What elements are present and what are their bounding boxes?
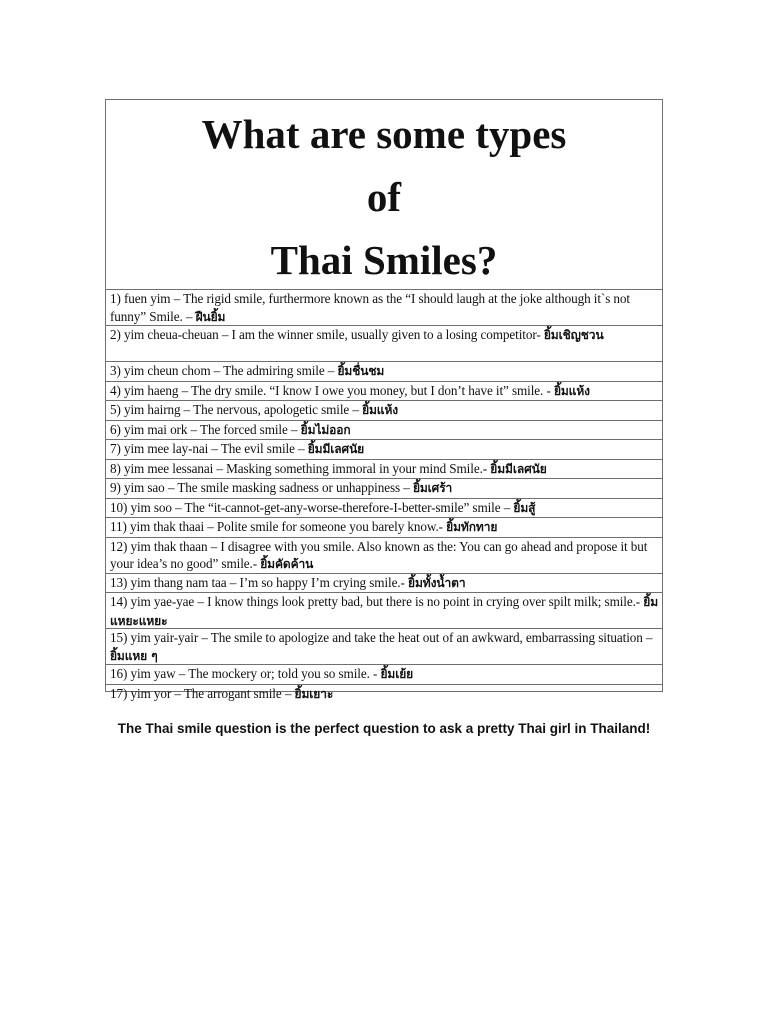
- item-thai: ยิ้มเชิญชวน: [543, 328, 604, 342]
- list-item: [106, 665, 662, 685]
- list-item: [106, 479, 662, 499]
- item-text: 5) yim hairng – The nervous, apologetic smile –: [110, 402, 363, 417]
- title-cell: [106, 100, 662, 290]
- item-thai: ยิ้มแห้ง: [553, 383, 590, 398]
- list-item: [106, 499, 662, 519]
- item-thai: ยิ้มเย้ย: [380, 667, 414, 681]
- list-item: [106, 574, 662, 594]
- list-item: [106, 401, 662, 421]
- item-thai: ยิ้มเยาะ: [294, 686, 334, 701]
- list-item: [106, 440, 662, 460]
- item-thai: ยิ้มแหย ๆ: [110, 648, 158, 663]
- item-thai: ยิ้มเศร้า: [412, 481, 453, 495]
- item-thai: ยิ้มแห้ง: [362, 403, 399, 417]
- list-item: [106, 290, 662, 326]
- item-text: 3) yim cheun chom – The admiring smile –: [110, 363, 338, 378]
- list-item: [106, 326, 662, 362]
- item-thai: ยิ้มแหยะแหยะ: [110, 595, 659, 628]
- list-item: [106, 629, 662, 665]
- item-thai: ยิ้มมีเลศนัย: [490, 461, 547, 476]
- title-line-3: Thai Smiles?: [270, 237, 498, 283]
- item-thai: ยิ้มชื่นชม: [337, 364, 385, 378]
- page-caption: The Thai smile question is the perfect question to ask a pretty Thai girl in Thailand!: [117, 721, 651, 736]
- item-thai: ยิ้มสู้: [513, 500, 536, 515]
- item-text: 1) fuen yim – The rigid smile, furthermore known as the “I should laugh at the joke although it`s not funny” Smile. –: [110, 291, 630, 324]
- smiles-table: [105, 99, 663, 701]
- list-item: [106, 382, 662, 402]
- list-item: [106, 593, 662, 629]
- title-line-2: of: [366, 174, 402, 220]
- list-item: [106, 538, 662, 574]
- item-thai: ยิ้มคัดค้าน: [260, 557, 314, 571]
- item-text: 15) yim yair-yair – The smile to apologize and take the heat out of an awkward, embarrassing situation –: [110, 630, 653, 645]
- item-text: 4) yim haeng – The dry smile. “I know I owe you money, but I don’t have it” smile. -: [110, 382, 554, 398]
- list-item: [106, 421, 662, 441]
- item-text: 13) yim thang nam taa – I’m so happy I’m crying smile.-: [110, 574, 409, 590]
- item-text: 11) yim thak thaai – Polite smile for someone you barely know.-: [110, 519, 447, 534]
- item-text: 7) yim mee lay-nai – The evil smile –: [110, 441, 308, 456]
- item-text: 16) yim yaw – The mockery or; told you so smile. -: [110, 666, 381, 681]
- item-thai: ยิ้มมีเลศนัย: [307, 442, 365, 456]
- item-text: 9) yim sao – The smile masking sadness or unhappiness –: [110, 480, 413, 495]
- item-text: 10) yim soo – The “it-cannot-get-any-worse-therefore-I-better-smile” smile –: [110, 499, 514, 515]
- item-text: 14) yim yae-yae – I know things look pretty bad, but there is no point in crying over spilt milk; smile.-: [110, 594, 644, 609]
- item-thai: ยิ้มทั้งน้ำตา: [408, 575, 466, 590]
- item-thai: ยิ้มทักทาย: [446, 520, 498, 534]
- item-thai: ฝืนยิ้ม: [195, 309, 226, 324]
- list-item: [106, 685, 662, 705]
- item-text: 6) yim mai ork – The forced smile –: [110, 421, 301, 437]
- item-text: 17) yim yor – The arrogant smile –: [110, 685, 295, 701]
- list-item: [106, 362, 662, 382]
- item-thai: ยิ้มไม่ออก: [300, 422, 351, 437]
- title-line-1: What are some types: [201, 111, 567, 157]
- item-text: 8) yim mee lessanai – Masking something immoral in your mind Smile.-: [110, 460, 491, 476]
- smile-list: [106, 290, 662, 704]
- item-text: 12) yim thak thaan – I disagree with you smile. Also known as the: You can go ahead and propose it but your idea’s no good” smile.-: [110, 538, 648, 571]
- item-text: 2) yim cheua-cheuan – I am the winner smile, usually given to a losing competitor-: [110, 327, 544, 342]
- list-item: [106, 518, 662, 538]
- list-item: [106, 460, 662, 480]
